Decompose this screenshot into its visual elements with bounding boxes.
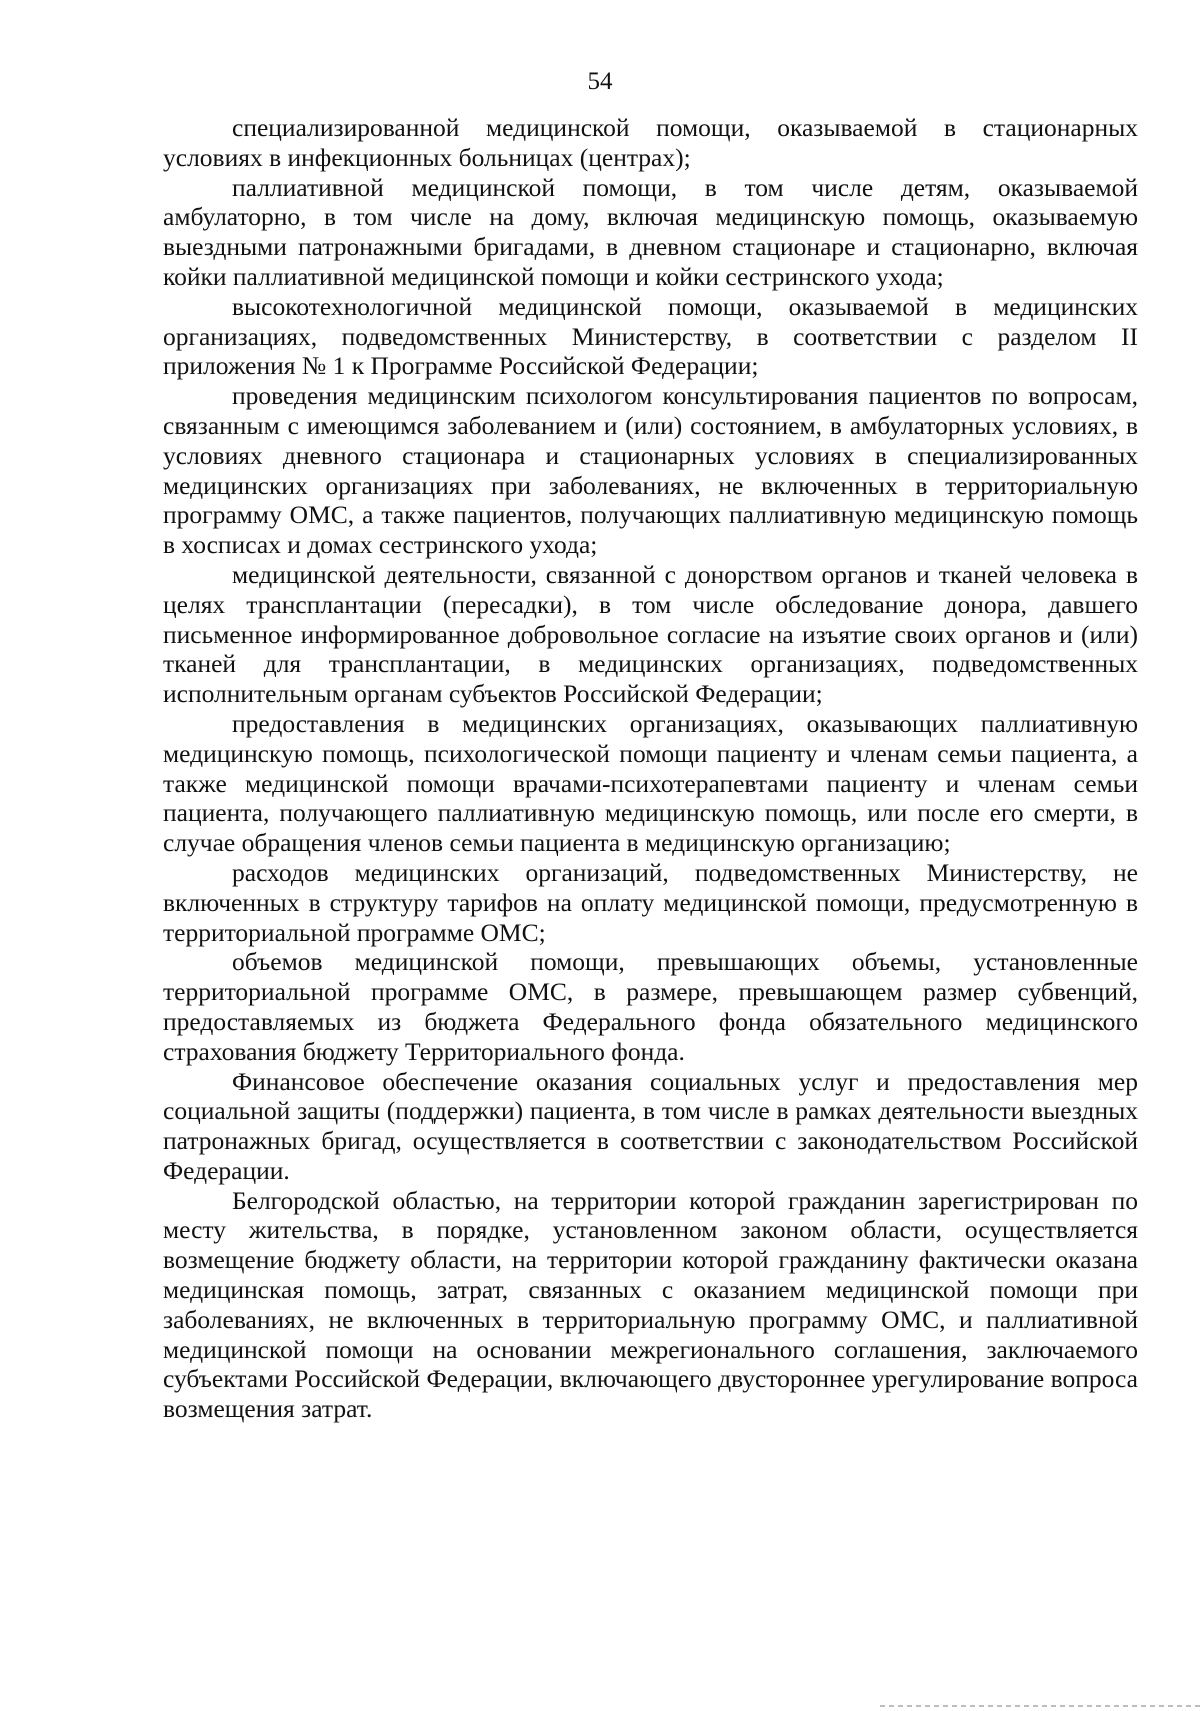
scan-edge-mark	[880, 1705, 1200, 1707]
paragraph: Финансовое обеспечение оказания социальных услуг и предоставления мер социальной защиты (поддержки) пациента, в том числе в рамках деятельности выездных патронажных бригад, осуществляется в соответствии с законодательством Российской Федерации.	[163, 1066, 1138, 1185]
paragraph: расходов медицинских организаций, подведомственных Министерству, не включенных в структуру тарифов на оплату медицинской помощи, предусмотренную в территориальной программе ОМС;	[163, 857, 1138, 947]
document-body	[163, 113, 1138, 1424]
page-number: 54	[587, 68, 613, 95]
paragraph: объемов медицинской помощи, превышающих объемы, установленные территориальной программе ОМС, в размере, превышающем размер субвенций, предоставляемых из бюджета Федерального фонда обязательного медицинского страхования бюджету Территориального фонда.	[163, 947, 1138, 1066]
paragraph: паллиативной медицинской помощи, в том числе детям, оказываемой амбулаторно, в том числе на дому, включая медицинскую помощь, оказываемую выездными патронажными бригадами, в дневном стационаре и стационарно, включая койки паллиативной медицинской помощи и койки сестринского ухода;	[163, 172, 1138, 291]
paragraph: специализированной медицинской помощи, оказываемой в стационарных условиях в инфекционных больницах (центрах);	[163, 113, 1138, 172]
paragraph: предоставления в медицинских организациях, оказывающих паллиативную медицинскую помощь, психологической помощи пациенту и членам семьи пациента, а также медицинской помощи врачами-психотерапевтами пациенту и членам семьи пациента, получающего паллиативную медицинскую помощь, или после его смерти, в случае обращения членов семьи пациента в медицинскую организацию;	[163, 708, 1138, 858]
paragraph: Белгородской областью, на территории которой гражданин зарегистрирован по месту жительства, в порядке, установленном законом области, осуществляется возмещение бюджету области, на территории которой гражданину фактически оказана медицинская помощь, затрат, связанных с оказанием медицинской помощи при заболеваниях, не включенных в территориальную программу ОМС, и паллиативной медицинской помощи на основании межрегионального соглашения, заключаемого субъектами Российской Федерации, включающего двустороннее урегулирование вопроса возмещения затрат.	[163, 1185, 1138, 1424]
paragraph: проведения медицинским психологом консультирования пациентов по вопросам, связанным с имеющимся заболеванием и (или) состоянием, в амбулаторных условиях, в условиях дневного стационара и стационарных условиях в специализированных медицинских организациях при заболеваниях, не включенных в территориальную программу ОМС, а также пациентов, получающих паллиативную медицинскую помощь в хосписах и домах сестринского ухода;	[163, 381, 1138, 560]
paragraph: высокотехнологичной медицинской помощи, оказываемой в медицинских организациях, подведомственных Министерству, в соответствии с разделом II приложения № 1 к Программе Российской Федерации;	[163, 291, 1138, 381]
paragraph: медицинской деятельности, связанной с донорством органов и тканей человека в целях трансплантации (пересадки), в том числе обследование донора, давшего письменное информированное добровольное согласие на изъятие своих органов и (или) тканей для трансплантации, в медицинских организациях, подведомственных исполнительным органам субъектов Российской Федерации;	[163, 559, 1138, 709]
